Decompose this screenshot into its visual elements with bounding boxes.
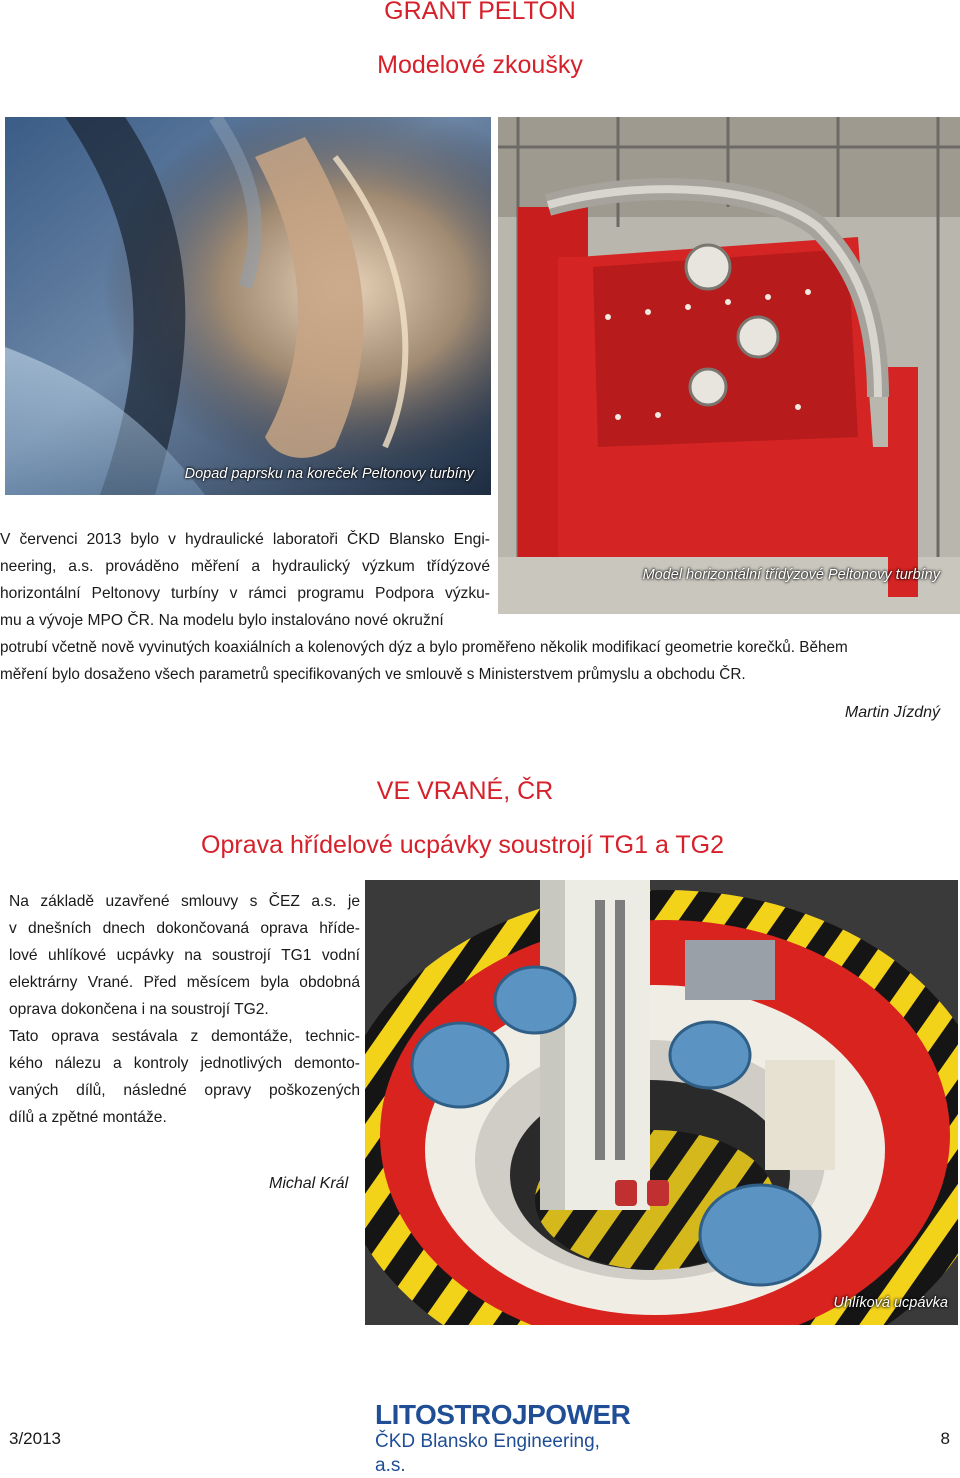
article2-line: dílů a zpětné montáže. bbox=[9, 1109, 167, 1126]
section-title: GRANT PELTON bbox=[384, 0, 576, 25]
article2-text bbox=[9, 888, 360, 1131]
article2-line: elektrárny Vrané. Před měsícem byla obdobná bbox=[9, 974, 360, 991]
photo-bucket-jet bbox=[5, 117, 491, 495]
photo-bucket-jet-caption: Dopad paprsku na koreček Peltonovy turbíny bbox=[184, 466, 474, 482]
photo-turbine-model bbox=[498, 117, 960, 614]
photo-shaft-seal-caption: Uhlíková ucpávka bbox=[833, 1295, 948, 1311]
article2-title: VE VRANÉ, ČR bbox=[376, 777, 554, 805]
issue-number: 3/2013 bbox=[9, 1429, 61, 1448]
article1-line: potrubí včetně nově vyvinutých koaxiálních a kolenových dýz a bylo proměřeno několik modifikací geometrie korečků. Během bbox=[0, 639, 848, 656]
article1-line: horizontální Peltonovy turbíny v rámci programu Podpora výzku- bbox=[0, 585, 490, 602]
article2-line: lové uhlíkové ucpávky na soustrojí TG1 vodní bbox=[9, 947, 360, 964]
photo-shaft-seal bbox=[365, 880, 958, 1325]
article2-line: v dnešních dnech dokončovaná oprava hříde- bbox=[9, 920, 360, 937]
article1-line: mu a vývoje MPO ČR. Na modelu bylo instalováno nové okružní bbox=[0, 612, 444, 629]
article1-line: měření bylo dosaženo všech parametrů specifikovaných ve smlouvě s Ministerstvem průmyslu a obchodu ČR. bbox=[0, 666, 746, 683]
article1-author: Martin Jízdný bbox=[844, 704, 940, 721]
article1-line: neering, a.s. prováděno měření a hydraulický výzkum třídýzové bbox=[0, 558, 490, 575]
article2-author: Michal Král bbox=[269, 1175, 349, 1192]
article2-line: kého nálezu a kontroly jednotlivých demonto- bbox=[9, 1055, 360, 1072]
page-number: 8 bbox=[940, 1429, 950, 1448]
section-subtitle: Modelové zkoušky bbox=[377, 51, 583, 79]
article2-line: Na základě uzavřené smlouvy s ČEZ a.s. je bbox=[9, 893, 360, 910]
article2-line: Tato oprava sestávala z demontáže, technic- bbox=[9, 1028, 360, 1045]
article2-line: oprava dokončena i na soustrojí TG2. bbox=[9, 1001, 269, 1018]
article1-wrapped-text bbox=[0, 526, 490, 634]
article1-line: V červenci 2013 bylo v hydraulické laboratoři ČKD Blansko Engi- bbox=[0, 531, 490, 548]
article1-full-text bbox=[0, 634, 960, 688]
article2-subtitle: Oprava hřídelové ucpávky soustrojí TG1 a TG2 bbox=[201, 831, 724, 859]
photo-turbine-model-caption: Model horizontální třídýzové Peltonovy turbíny bbox=[642, 567, 940, 583]
logo-litostroj: LITOSTROJPOWER bbox=[375, 1399, 631, 1430]
logo-ckd: ČKD Blansko Engineering, a.s. bbox=[375, 1431, 600, 1476]
article2-line: vaných dílů, následné opravy poškozených bbox=[9, 1082, 360, 1099]
